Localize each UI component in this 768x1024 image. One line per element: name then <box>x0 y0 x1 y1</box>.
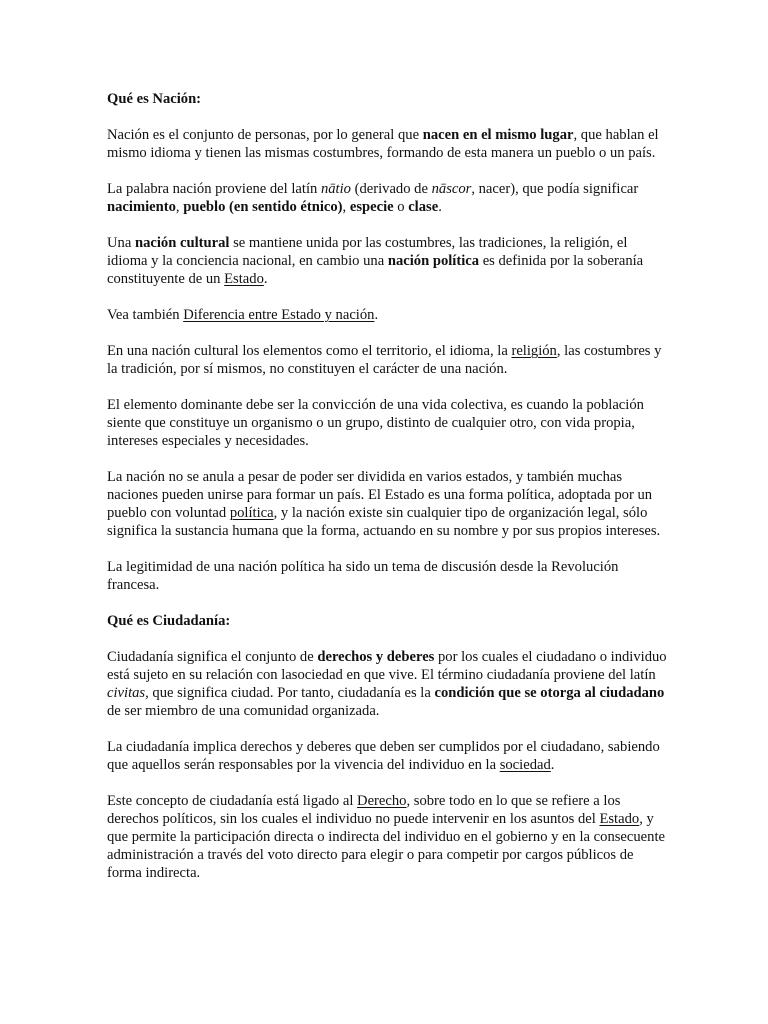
paragraph-vea-tambien: Vea también Diferencia entre Estado y nación. <box>107 307 379 323</box>
paragraph-elementos-nacion-cultural: En una nación cultural los elementos como el territorio, el idioma, la religión, las costumbres y la tradición, por sí mismos, no constituyen el carácter de una nación. <box>107 343 662 377</box>
paragraph-nacion-no-se-anula: La nación no se anula a pesar de poder ser dividida en varios estados, y también muchas naciones pueden unirse para formar un país. El Estado es una forma política, adoptada por un pueblo con voluntad política, y la nación existe sin cualquier tipo de organización legal, sólo significa la sustancia humana que la forma, actuando en su nombre y por sus propios intereses. <box>107 469 661 539</box>
link-sociedad[interactable]: sociedad <box>499 757 551 773</box>
paragraph-ciudadania-definition: Ciudadanía significa el conjunto de derechos y deberes por los cuales el ciudadano o individuo está sujeto en su relación con lasociedad en que vive. El término ciudadanía proviene del latín civitas, que significa ciudad. Por tanto, ciudadanía es la condición que se otorga al ciudadano de ser miembro de una comunidad organizada. <box>107 649 667 719</box>
heading-que-es-nacion: Qué es Nación: <box>107 91 202 107</box>
bold-pueblo: pueblo (en sentido étnico) <box>183 199 343 215</box>
link-estado[interactable]: Estado <box>224 271 264 287</box>
link-religion[interactable]: religión <box>511 343 557 359</box>
bold-clase: clase <box>408 199 439 215</box>
bold-especie: especie <box>349 199 394 215</box>
paragraph-concepto-ciudadania: Este concepto de ciudadanía está ligado al Derecho, sobre todo en lo que se refiere a los derechos políticos, sin los cuales el individuo no puede intervenir en los asuntos del Estado, y que permite la participación directa o indirecta del individuo en el gobierno y en la consecuente administración a través del voto directo para elegir o para competir por cargos públicos de forma indirecta. <box>107 793 665 881</box>
paragraph-elemento-dominante: El elemento dominante debe ser la convicción de una vida colectiva, es cuando la población siente que constituye un organismo o un grupo, distinto de cualquier otro, con vida propia, intereses especiales y necesidades. <box>107 397 644 449</box>
paragraph-nacion-etymology: La palabra nación proviene del latín nātio (derivado de nāscor, nacer), que podía significar nacimiento, pueblo (en sentido étnico), especie o clase. <box>107 181 639 215</box>
link-diferencia-estado-nacion[interactable]: Diferencia entre Estado y nación <box>183 307 375 323</box>
heading-que-es-ciudadania: Qué es Ciudadanía: <box>107 613 231 629</box>
italic-natio: nātio <box>320 181 351 197</box>
bold-nacimiento: nacimiento <box>107 199 176 215</box>
bold-derechos-y-deberes: derechos y deberes <box>317 649 435 665</box>
link-politica[interactable]: política <box>229 505 274 521</box>
italic-civitas: civitas <box>107 685 146 701</box>
paragraph-nacion-definition: Nación es el conjunto de personas, por lo general que nacen en el mismo lugar, que hablan el mismo idioma y tienen las mismas costumbres, formando de esta manera un pueblo o un país. <box>107 127 659 161</box>
bold-nacion-politica: nación política <box>387 253 480 269</box>
link-estado-2[interactable]: Estado <box>599 811 640 827</box>
link-derecho[interactable]: Derecho <box>357 793 407 809</box>
italic-nascor: nāscor <box>431 181 472 197</box>
paragraph-nacion-cultural-politica: Una nación cultural se mantiene unida por las costumbres, las tradiciones, la religión, el idioma y la conciencia nacional, en cambio una nación política es definida por la soberanía constituyente de un Estado. <box>107 235 644 287</box>
paragraph-ciudadania-implica: La ciudadanía implica derechos y deberes que deben ser cumplidos por el ciudadano, sabiendo que aquellos serán responsables por la vivencia del individuo en la sociedad. <box>107 739 660 773</box>
bold-nacion-cultural: nación cultural <box>134 235 230 251</box>
paragraph-legitimidad: La legitimidad de una nación política ha sido un tema de discusión desde la Revolución francesa. <box>107 559 619 593</box>
document-page <box>107 90 667 900</box>
bold-condicion-ciudadano: condición que se otorga al ciudadano <box>434 685 665 701</box>
bold-nacen-en-el-mismo-lugar: nacen en el mismo lugar <box>422 127 574 143</box>
